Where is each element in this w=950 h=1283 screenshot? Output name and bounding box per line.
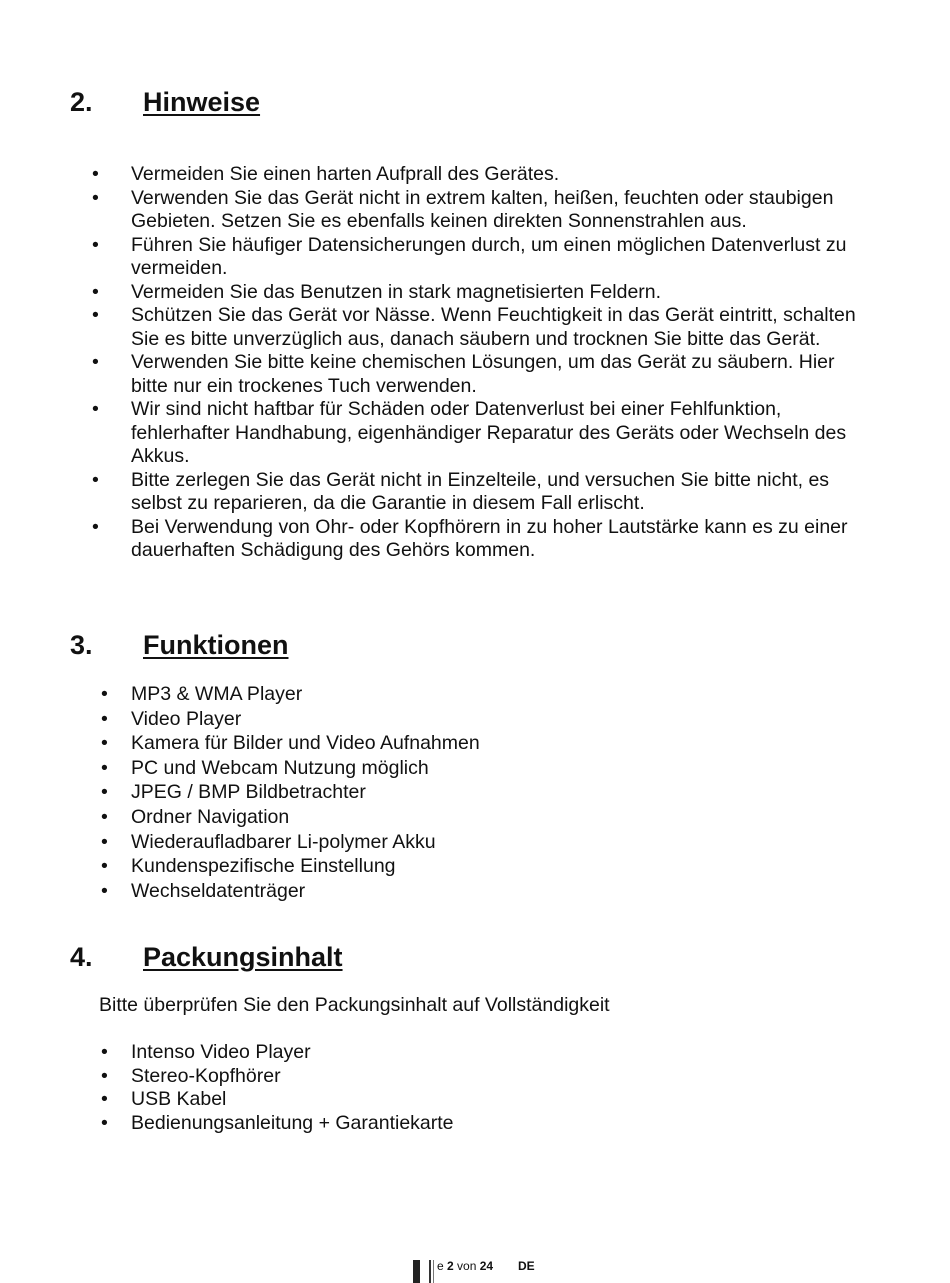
- list-item-text: Intenso Video Player: [131, 1041, 311, 1063]
- footer-bar-mark: [413, 1260, 420, 1283]
- bullet-icon: •: [101, 1111, 108, 1134]
- page-current: 2: [447, 1259, 454, 1273]
- list-item: [0, 854, 876, 879]
- hinweise-list: [0, 163, 876, 563]
- section-heading-packungsinhalt: [70, 941, 343, 973]
- list-item: [0, 756, 876, 781]
- bullet-icon: •: [101, 732, 108, 755]
- footer-bar-mark: [429, 1260, 431, 1283]
- bullet-icon: •: [92, 233, 99, 256]
- list-item: [0, 1041, 876, 1065]
- bullet-icon: •: [101, 707, 108, 730]
- section-title: Funktionen: [143, 630, 289, 660]
- section-heading-funktionen: [70, 629, 288, 661]
- section-number: 2.: [70, 87, 93, 117]
- bullet-icon: •: [92, 468, 99, 491]
- bullet-icon: •: [92, 515, 99, 538]
- section-title: Packungsinhalt: [143, 942, 343, 972]
- bullet-icon: •: [92, 186, 99, 209]
- section-number: 3.: [70, 630, 93, 660]
- footer-bar-mark: [433, 1260, 434, 1283]
- list-item-text: Schützen Sie das Gerät vor Nässe. Wenn Feuchtigkeit in das Gerät eintritt, schalten Sie es bitte unverzüglich aus, danach säubern und trocknen Sie bitte das Gerät.: [131, 304, 856, 350]
- bullet-icon: •: [101, 1041, 108, 1063]
- list-item-text: PC und Webcam Nutzung möglich: [131, 756, 429, 779]
- bullet-icon: •: [101, 879, 108, 902]
- bullet-icon: •: [92, 280, 99, 303]
- list-item-text: Ordner Navigation: [131, 805, 290, 828]
- list-item: [0, 805, 876, 830]
- list-item: [0, 234, 876, 281]
- page-separator: von: [453, 1259, 480, 1273]
- list-item: [0, 163, 876, 187]
- list-item: [0, 304, 876, 351]
- list-item-text: Bei Verwendung von Ohr- oder Kopfhörern in zu hoher Lautstärke kann es zu einer dauerhaften Schädigung des Gehörs kommen.: [131, 515, 848, 561]
- section-number: 4.: [70, 942, 93, 972]
- list-item: [0, 731, 876, 756]
- list-item-text: USB Kabel: [131, 1088, 227, 1110]
- page-total: 24: [479, 1259, 494, 1273]
- list-item-text: Kamera für Bilder und Video Aufnahmen: [131, 732, 480, 755]
- list-item-text: Kundenspezifische Einstellung: [131, 855, 396, 878]
- list-item-text: Vermeiden Sie einen harten Aufprall des Gerätes.: [131, 163, 560, 185]
- packungsinhalt-intro: Bitte überprüfen Sie den Packungsinhalt auf Vollständigkeit: [99, 994, 610, 1016]
- list-item-text: Vermeiden Sie das Benutzen in stark magnetisierten Feldern.: [131, 280, 662, 303]
- list-item-text: Führen Sie häufiger Datensicherungen durch, um einen möglichen Datenverlust zu vermeiden.: [131, 233, 847, 279]
- list-item-text: Bedienungsanleitung + Garantiekarte: [131, 1111, 454, 1134]
- list-item: [0, 398, 876, 469]
- list-item: [0, 879, 876, 904]
- list-item: [0, 469, 876, 516]
- list-item: [0, 830, 876, 855]
- list-item: [0, 516, 876, 563]
- bullet-icon: •: [92, 351, 99, 373]
- bullet-icon: •: [92, 163, 99, 185]
- bullet-icon: •: [101, 1064, 108, 1087]
- list-item-text: Wechseldatenträger: [131, 879, 306, 902]
- list-item: [0, 682, 876, 707]
- list-item: [0, 187, 876, 234]
- list-item: [0, 1112, 876, 1136]
- list-item: [0, 281, 876, 305]
- bullet-icon: •: [92, 304, 99, 326]
- language-code: DE: [518, 1259, 535, 1273]
- list-item-text: Stereo-Kopfhörer: [131, 1064, 281, 1087]
- funktionen-list: [0, 682, 876, 903]
- list-item: [0, 1065, 876, 1089]
- page-prefix: e: [437, 1259, 448, 1273]
- page-number: [437, 1258, 493, 1274]
- section-title: Hinweise: [143, 87, 261, 117]
- list-item: [0, 707, 876, 732]
- bullet-icon: •: [101, 683, 108, 705]
- list-item-text: MP3 & WMA Player: [131, 683, 303, 705]
- list-item: [0, 1088, 876, 1112]
- bullet-icon: •: [101, 805, 108, 828]
- bullet-icon: •: [101, 781, 108, 804]
- list-item: [0, 351, 876, 398]
- bullet-icon: •: [92, 398, 99, 420]
- list-item-text: JPEG / BMP Bildbetrachter: [131, 781, 366, 804]
- page-footer: [0, 1256, 950, 1283]
- list-item-text: Verwenden Sie bitte keine chemischen Lösungen, um das Gerät zu säubern. Hier bitte nur ein trockenes Tuch verwenden.: [131, 351, 835, 397]
- list-item-text: Verwenden Sie das Gerät nicht in extrem kalten, heißen, feuchten oder staubigen Gebieten. Setzen Sie es ebenfalls keinen direkten Sonnenstrahlen aus.: [131, 186, 834, 232]
- bullet-icon: •: [101, 855, 108, 878]
- section-heading-hinweise: [70, 86, 260, 118]
- list-item-text: Video Player: [131, 707, 242, 730]
- packungsinhalt-list: [0, 1041, 876, 1135]
- list-item-text: Bitte zerlegen Sie das Gerät nicht in Einzelteile, und versuchen Sie bitte nicht, es selbst zu reparieren, da die Garantie in diesem Fall erlischt.: [131, 468, 830, 514]
- bullet-icon: •: [101, 756, 108, 779]
- list-item-text: Wiederaufladbarer Li-polymer Akku: [131, 830, 436, 853]
- list-item-text: Wir sind nicht haftbar für Schäden oder Datenverlust bei einer Fehlfunktion, fehlerhafter Handhabung, eigenhändiger Reparatur des Geräts oder Wechseln des Akkus.: [131, 398, 847, 467]
- bullet-icon: •: [101, 1088, 108, 1110]
- list-item: [0, 780, 876, 805]
- bullet-icon: •: [101, 830, 108, 853]
